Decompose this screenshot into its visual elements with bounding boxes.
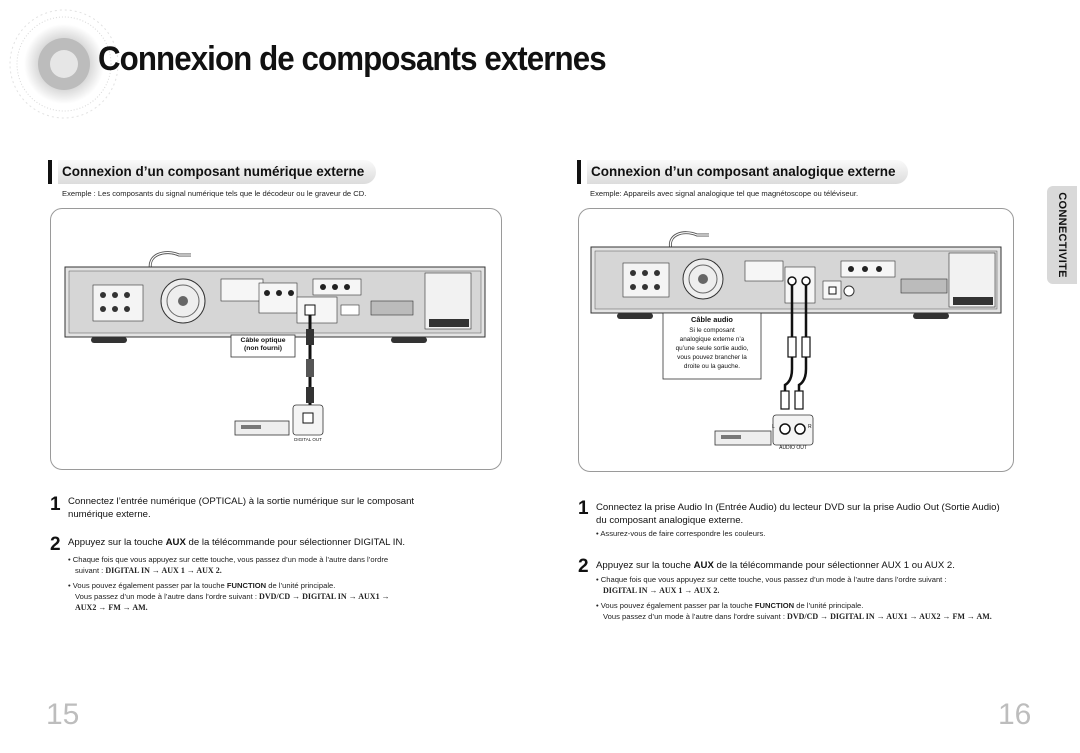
right-step1-text: [596, 502, 1046, 527]
analog-connection-diagram: [579, 209, 1013, 471]
left-bullet2-pre: Vous pouvez également passer par la touche: [72, 581, 227, 590]
left-bullet2-line2: [68, 591, 498, 602]
right-example-text: Exemple: Appareils avec signal analogique tel que magnétoscope ou téléviseur.: [590, 189, 859, 198]
cable-audio-note: [663, 315, 761, 371]
side-tab-connectivite: [1047, 186, 1077, 284]
cable-optique-label: [231, 337, 295, 353]
right-step2-number: 2: [578, 556, 589, 577]
cable-audio-title: Câble audio: [691, 315, 733, 324]
right-step1-line1: Connectez la prise Audio In (Entrée Audio) du lecteur DVD sur la prise Audio Out (Sortie Audio): [596, 502, 1000, 513]
cable-audio-note-line: analogique externe n’a: [679, 336, 745, 343]
side-tab-label: CONNECTIVITE: [1056, 192, 1068, 278]
left-bullet1-seq-line: [68, 565, 498, 576]
right-step1-bullet: • Assurez-vous de faire correspondre les couleurs.: [596, 529, 766, 538]
digital-out-label: DIGITAL OUT: [294, 437, 322, 442]
left-step2-number: 2: [50, 534, 61, 555]
cable-audio-note-line: qu’une seule sortie audio,: [675, 345, 749, 352]
right-step2-text: [596, 560, 1046, 573]
left-bullet1: • Chaque fois que vous appuyez sur cette touche, vous passez d’un mode à l’autre dans l’ordre: [68, 555, 389, 564]
right-step2-post: de la télécommande pour sélectionner AUX 1 ou AUX 2.: [713, 560, 955, 571]
left-step1-number: 1: [50, 494, 61, 515]
right-bullet2: • Vous pouvez également passer par la touche FUNCTION de l’unité principale.: [596, 601, 864, 610]
left-bullet1-prefix: suivant :: [75, 566, 106, 575]
right-bullet2-pre: Vous pouvez également passer par la touche: [600, 601, 755, 610]
right-figure-panel: [578, 208, 1014, 472]
right-step2-key: AUX: [693, 560, 714, 571]
right-bullet1: • Chaque fois que vous appuyez sur cette touche, vous passez d’un mode à l’autre dans l’ordre suivant :: [596, 575, 947, 584]
cable-optique-line2: (non fourni): [243, 345, 283, 352]
left-bullet2: • Vous pouvez également passer par la touche FUNCTION de l’unité principale.: [68, 581, 336, 590]
cable-audio-note-line: Si le composant: [689, 327, 735, 334]
right-bullet1-seq: DIGITAL IN → AUX 1 → AUX 2.: [603, 586, 720, 595]
right-bullet1-seq-line: [596, 585, 1046, 596]
left-bullet2-line3-seq: AUX2 → FM → AM.: [75, 603, 148, 612]
cable-optique-line1: Câble optique: [240, 337, 286, 344]
audio-out-l-label: L: [772, 424, 775, 430]
right-step2-pre: Appuyez sur la touche: [596, 560, 694, 571]
left-step1-line1: Connectez l’entrée numérique (OPTICAL) à la sortie numérique sur le composant: [68, 496, 415, 507]
left-step2-text: [68, 537, 498, 550]
audio-out-label: AUDIO OUT: [779, 445, 807, 451]
cable-audio-note-line: droite ou la gauche.: [683, 363, 741, 370]
left-bullet1-line1: Chaque fois que vous appuyez sur cette touche, vous passez d’un mode à l’autre dans l’ordre: [72, 555, 389, 564]
right-step1-bullet-text: Assurez-vous de faire correspondre les couleurs.: [600, 529, 766, 538]
right-section-header: [577, 160, 908, 184]
right-bullet2-key: FUNCTION: [754, 601, 795, 610]
left-bullet1-seq: DIGITAL IN → AUX 1 → AUX 2.: [105, 566, 222, 575]
page-title: Connexion de composants externes: [98, 40, 606, 78]
left-step2-bullets: [68, 554, 498, 613]
left-bullet2-key: FUNCTION: [226, 581, 267, 590]
left-step2-pre: Appuyez sur la touche: [68, 537, 166, 548]
left-section-title: Connexion d’un composant numérique externe: [58, 160, 376, 184]
right-section-title: Connexion d’un composant analogique externe: [587, 160, 908, 184]
left-step1-line2: numérique externe.: [68, 508, 151, 520]
left-bullet2-line3: [68, 602, 498, 613]
left-bullet2-post: de l’unité principale.: [266, 581, 336, 590]
left-step1-text: [68, 496, 498, 521]
page-number-left: 15: [46, 698, 80, 731]
left-bullet2-line2-seq: DVD/CD → DIGITAL IN → AUX1 →: [259, 592, 390, 601]
left-example-text: Exemple : Les composants du signal numérique tels que le décodeur ou le graveur de CD.: [62, 189, 367, 198]
right-bullet2-line2-prefix: Vous passez d’un mode à l’autre dans l’ordre suivant :: [603, 612, 788, 621]
left-step2-post: de la télécommande pour sélectionner DIGITAL IN.: [185, 537, 406, 548]
right-bullet2-line2: [596, 611, 1046, 622]
right-bullet1-line1: Chaque fois que vous appuyez sur cette touche, vous passez d’un mode à l’autre dans l’ordre suivant :: [600, 575, 947, 584]
left-bullet2-line2-prefix: Vous passez d’un mode à l’autre dans l’ordre suivant :: [75, 592, 260, 601]
right-step2-bullets: [596, 574, 1046, 622]
audio-out-r-label: R: [808, 424, 812, 430]
right-bullet2-post: de l’unité principale.: [794, 601, 864, 610]
left-step2-key: AUX: [165, 537, 186, 548]
left-figure-panel: [50, 208, 502, 470]
left-section-header: [48, 160, 376, 184]
page-number-right: 16: [998, 698, 1032, 731]
right-bullet2-line2-seq: DVD/CD → DIGITAL IN → AUX1 → AUX2 → FM → AM.: [787, 612, 992, 621]
cable-audio-note-line: vous pouvez brancher la: [677, 354, 747, 361]
right-step1-line2: du composant analogique externe.: [596, 514, 744, 526]
right-step1-number: 1: [578, 498, 589, 519]
